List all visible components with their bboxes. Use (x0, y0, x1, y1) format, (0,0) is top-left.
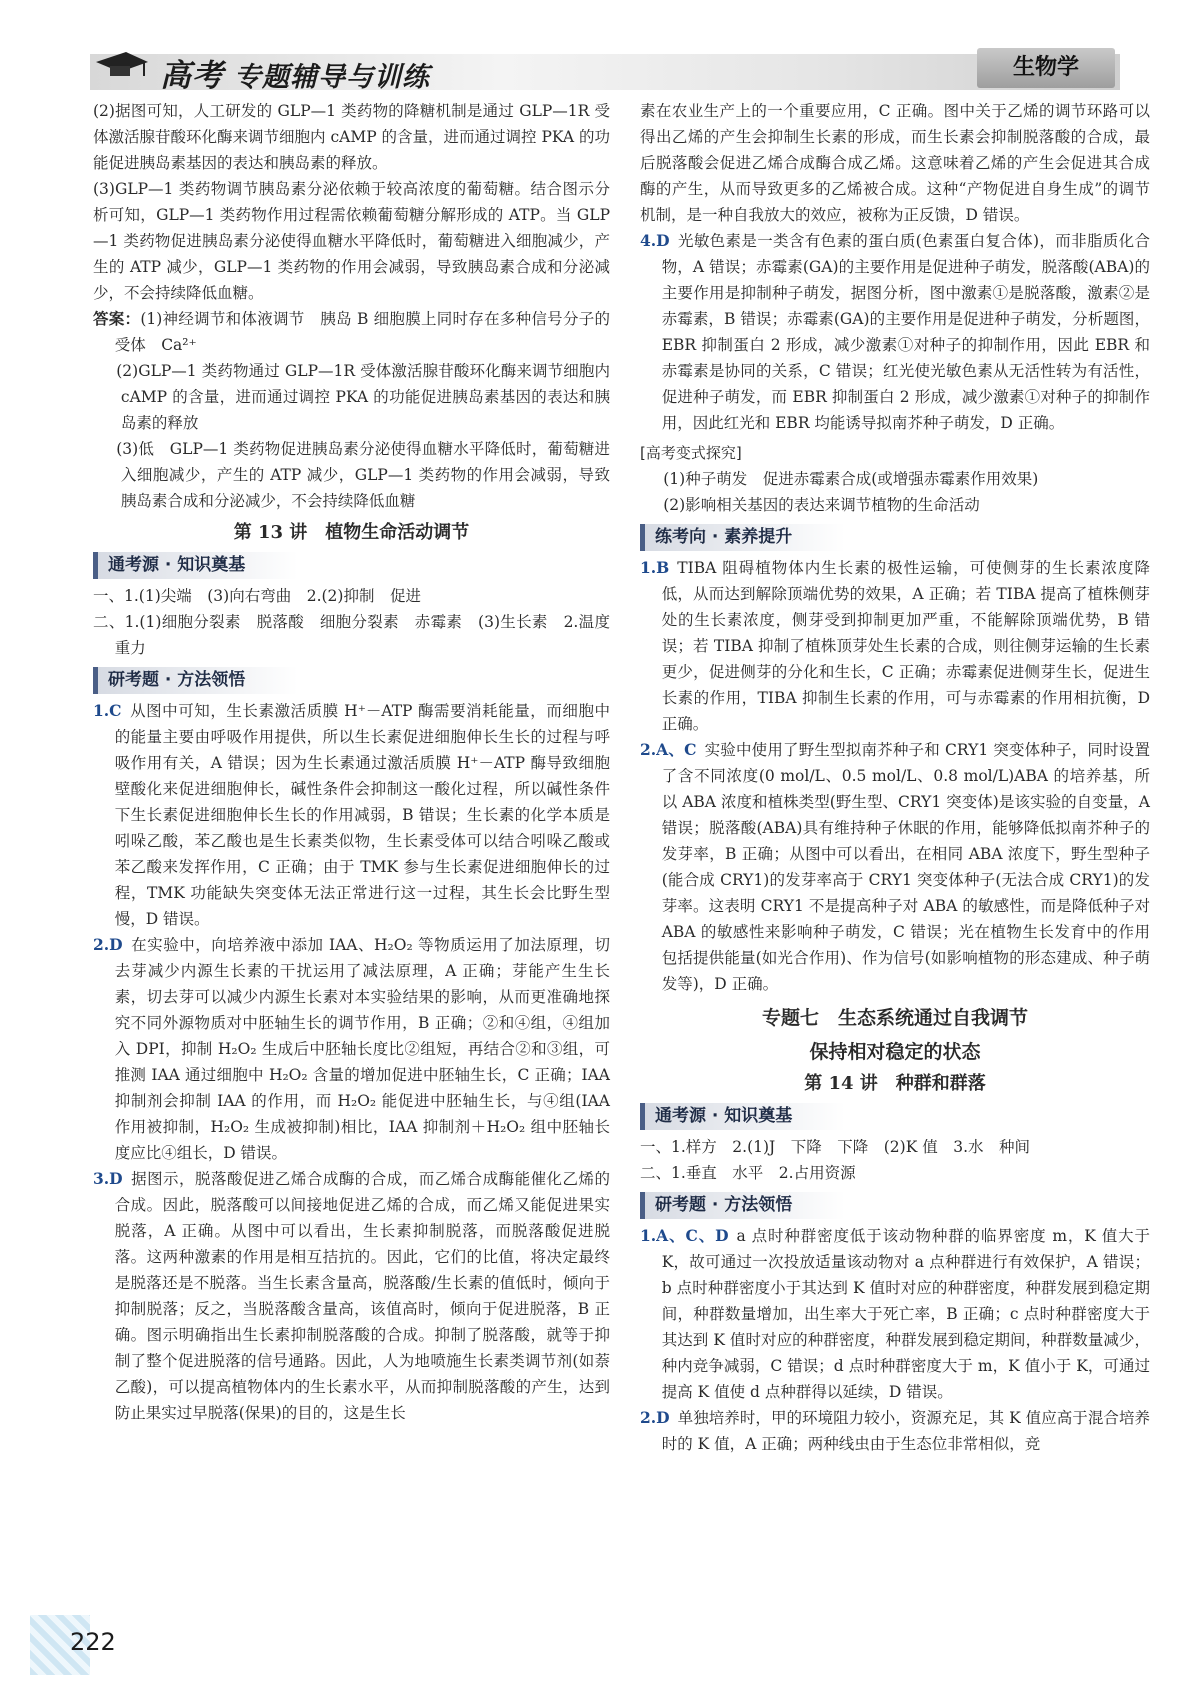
question-number: 3.D (93, 1169, 123, 1188)
page-header (0, 0, 1203, 95)
topic-title: 保持相对稳定的状态 (809, 1041, 981, 1063)
knowledge-line: 一、1.样方 2.(1)J 下降 下降 (2)K 值 3.水 种间 (640, 1138, 1030, 1156)
answer-label: 答案： (93, 309, 141, 328)
topic-title: 专题七 生态系统通过自我调节 (761, 1007, 1028, 1029)
answer-3: (3)低 GLP—1 类药物促进胰岛素分泌使得血糖水平降低时，葡萄糖进入细胞减少，产生的 ATP 减少，GLP—1 类药物的作用会减弱，导致胰岛素合成和分泌减少，不会持续降低血糖 (116, 440, 610, 510)
paragraph: (2)据图可知，人工研发的 GLP—1 类药物的降糖机制是通过 GLP—1R 受体激活腺苷酸环化酶来调节细胞内 cAMP 的含量，进而通过调控 PKA 的功能促进胰岛素基因的表达和胰岛素的释放。 (93, 102, 610, 172)
section-banner: 研考题 · 方法领悟 (93, 667, 298, 694)
question-text: 单独培养时，甲的环境阻力较小，资源充足，其 K 值应高于混合培养时的 K 值，A 正确；两种线虫由于生态位非常相似，竞 (661, 1409, 1150, 1453)
question-2 (93, 932, 610, 1166)
question-text: TIBA 阻碍植物体内生长素的极性运输，可使侧芽的生长素浓度降低，从而达到解除顶端优势的效果，A 正确；若 TIBA 提高了植株侧芽处的生长素浓度，侧芽受到抑制更加严重，不能解除顶端优势，B 错误；若 TIBA 抑制了植株顶芽处生长素的合成，则往侧芽运输的生长素更少，促进侧芽的分化和生长，C 正确；赤霉素促进侧芽生长，促进生长素的作用，TIBA 抑制生长素的作用，可与赤霉素的作用相抗衡，D 正确。 (661, 559, 1150, 733)
paragraph: (3)GLP—1 类药物调节胰岛素分泌依赖于较高浓度的葡萄糖。结合图示分析可知，GLP—1 类药物作用过程需依赖葡萄糖分解形成的 ATP。当 GLP—1 类药物促进胰岛素分泌使得血糖水平降低时，葡萄糖进入细胞减少，产生的 ATP 减少，GLP—1 类药物的作用会减弱，导致胰岛素合成和分泌减少，不会持续降低血糖。 (93, 180, 610, 302)
variant-answer: (2)影响相关基因的表达来调节植物的生命活动 (663, 496, 980, 514)
title-rest: 专题辅导与训练 (234, 62, 430, 93)
question-text: 在实验中，向培养液中添加 IAA、H₂O₂ 等物质运用了加法原理，切去芽减少内源生长素的干扰运用了减法原理，A 正确；芽能产生生长素，切去芽可以减少内源生长素对本实验结果的影响，从而更准确地探究不同外源物质对中胚轴生长的调节作用，B 正确；②和④组，④组加入 DPI，抑制 H₂O₂ 生成后中胚轴长度比②组短，再结合②和③组，可推测 IAA 通过细胞中 H₂O₂ 含量的增加促进中胚轴生长，C 正确；IAA 抑制剂会抑制 IAA 的作用，而 H₂O₂ 能促进中胚轴生长，与④组(IAA 作用被抑制，H₂O₂ 生成被抑制)相比，IAA 抑制剂＋H₂O₂ 组中胚轴长度应比④组长，D 错误。 (114, 936, 610, 1162)
question-text: 光敏色素是一类含有色素的蛋白质(色素蛋白复合体)，而非脂质化合物，A 错误；赤霉素(GA)的主要作用是促进种子萌发，脱落酸(ABA)的主要作用是抑制种子萌发，据图分析，图中激素①是脱落酸，激素②是赤霉素，B 错误；赤霉素(GA)的主要作用是促进种子萌发，分析题图，EBR 抑制蛋白 2 形成，减少激素①对种子的抑制作用，因此 EBR 和赤霉素是协同的关系，C 错误；红光使光敏色素从无活性转为有活性，促进种子萌发，而 EBR 抑制蛋白 2 形成，减少激素①对种子的抑制作用，因此红光和 EBR 均能诱导拟南芥种子萌发，D 正确。 (661, 232, 1150, 432)
section-banner: 通考源 · 知识奠基 (640, 1103, 845, 1130)
answer-text: (1)神经调节和体液调节 胰岛 B 细胞膜上同时存在多种信号分子的受体 Ca²⁺ (114, 310, 610, 354)
question-text: 实验中使用了野生型拟南芥种子和 CRY1 突变体种子，同时设置了含不同浓度(0 mol/L、0.5 mol/L、0.8 mol/L)ABA 的培养基，所以 ABA 浓度和植株类型(野生型、CRY1 突变体)是该实验的自变量，A 错误；脱落酸(ABA)具有维持种子休眠的作用，能够降低拟南芥种子的发芽率，B 正确；从图中可以看出，在相同 ABA 浓度下，野生型种子(能合成 CRY1)的发芽率高于 CRY1 突变体种子(无法合成 CRY1)的发芽率。这表明 CRY1 不是提高种子对 ABA 的敏感性，而是降低种子对 ABA 的敏感性来影响种子萌发，C 错误；光在植物生长发育中的作用包括提供能量(如光合作用)、作为信号(如影响植物的形态建成、种子萌发等)，D 正确。 (661, 741, 1150, 993)
question-text: 从图中可知，生长素激活质膜 H⁺－ATP 酶需要消耗能量，而细胞中的能量主要由呼吸作用提供，所以生长素促进细胞伸长生长的过程与呼吸作用有关，A 错误；因为生长素通过激活质膜 H⁺－ATP 酶导致细胞壁酸化来促进细胞伸长，碱性条件会抑制这一酸化过程，所以碱性条件下生长素促进细胞伸长生长的作用减弱，B 错误；生长素的化学本质是吲哚乙酸，苯乙酸也是生长素类似物，生长素受体可以结合吲哚乙酸或苯乙酸来发挥作用，C 正确；由于 TMK 参与生长素促进细胞伸长的过程，TMK 功能缺失突变体无法正常进行这一过程，其生长会比野生型慢，D 错误。 (114, 702, 610, 928)
study-1 (640, 1223, 1150, 1405)
practice-1 (640, 555, 1150, 737)
right-column (640, 98, 1150, 1457)
lecture-title: 第 14 讲 种群和群落 (804, 1073, 986, 1094)
page-number: 222 (70, 1628, 116, 1656)
question-number: 2.D (93, 935, 123, 954)
section-banner: 研考题 · 方法领悟 (640, 1192, 845, 1219)
title-gaokao: 高考 (160, 58, 224, 94)
lecture-title: 第 13 讲 植物生命活动调节 (233, 522, 470, 543)
variant-heading: [高考变式探究] (640, 444, 742, 462)
question-number: 1.A、C、D (640, 1226, 729, 1245)
question-number: 1.C (93, 701, 122, 720)
question-text: a 点时种群密度低于该动物种群的临界密度 m，K 值大于 K，故可通过一次投放适量该动物对 a 点种群进行有效保护，A 错误；b 点时种群密度小于其达到 K 值时对应的种群密度，种群发展到稳定期间，种群数量增加，出生率大于死亡率，B 正确；c 点时种群密度大于其达到 K 值时对应的种群密度，种群发展到稳定期间，种群数量减少，种内竞争减弱，C 错误；d 点时种群密度大于 m，K 值小于 K，可通过提高 K 值使 d 点种群得以延续，D 错误。 (661, 1227, 1150, 1401)
question-number: 4.D (640, 231, 670, 250)
question-3 (93, 1166, 610, 1426)
paragraph: 素在农业生产上的一个重要应用，C 正确。图中关于乙烯的调节环路可以得出乙烯的产生会抑制生长素的形成，而生长素会抑制脱落酸的合成，最后脱落酸会促进乙烯合成酶合成乙烯。这意味着乙烯的产生会促进其合成酶的产生，从而导致更多的乙烯被合成。这种“产物促进自身生成”的调节机制，是一种自我放大的效应，被称为正反馈，D 错误。 (640, 102, 1150, 224)
section-banner: 练考向 · 素养提升 (640, 524, 845, 551)
knowledge-line: 二、1.垂直 水平 2.占用资源 (640, 1164, 856, 1182)
question-number: 2.A、C (640, 740, 697, 759)
study-2 (640, 1405, 1150, 1457)
book-title (160, 50, 430, 95)
answer-1 (93, 306, 610, 358)
practice-2 (640, 737, 1150, 997)
left-column (93, 98, 626, 1426)
question-4 (640, 228, 1150, 436)
knowledge-line: 二、1.(1)细胞分裂素 脱落酸 细胞分裂素 赤霉素 (3)生长素 2.温度 重力 (93, 613, 626, 657)
knowledge-line: 一、1.(1)尖端 (3)向右弯曲 2.(2)抑制 促进 (93, 587, 421, 605)
answer-2: (2)GLP—1 类药物通过 GLP—1R 受体激活腺苷酸环化酶来调节细胞内 cAMP 的含量，进而通过调控 PKA 的功能促进胰岛素基因的表达和胰岛素的释放 (116, 362, 610, 432)
subject-tab: 生物学 (977, 48, 1115, 88)
section-banner: 通考源 · 知识奠基 (93, 552, 298, 579)
graduation-cap-icon (90, 44, 152, 84)
question-1 (93, 698, 610, 932)
question-number: 2.D (640, 1408, 670, 1427)
variant-answer: (1)种子萌发 促进赤霉素合成(或增强赤霉素作用效果) (663, 470, 1039, 488)
question-text: 据图示，脱落酸促进乙烯合成酶的合成，而乙烯合成酶能催化乙烯的合成。因此，脱落酸可以间接地促进乙烯的合成，而乙烯又能促进果实脱落，A 正确。从图中可以看出，生长素抑制脱落，而脱落酸促进脱落。这两种激素的作用是相互拮抗的。因此，它们的比值，将决定最终是脱落还是不脱落。当生长素含量高，脱落酸/生长素的值低时，倾向于抑制脱落；反之，当脱落酸含量高，该值高时，倾向于促进脱落，B 正确。图示明确指出生长素抑制脱落酸的合成。抑制了脱落酸，就等于抑制了整个促进脱落的信号通路。因此，人为地喷施生长素类调节剂(如萘乙酸)，可以提高植物体内的生长素水平，从而抑制脱落酸的产生，达到防止果实过早脱落(保果)的目的，这是生长 (114, 1170, 610, 1422)
question-number: 1.B (640, 558, 670, 577)
